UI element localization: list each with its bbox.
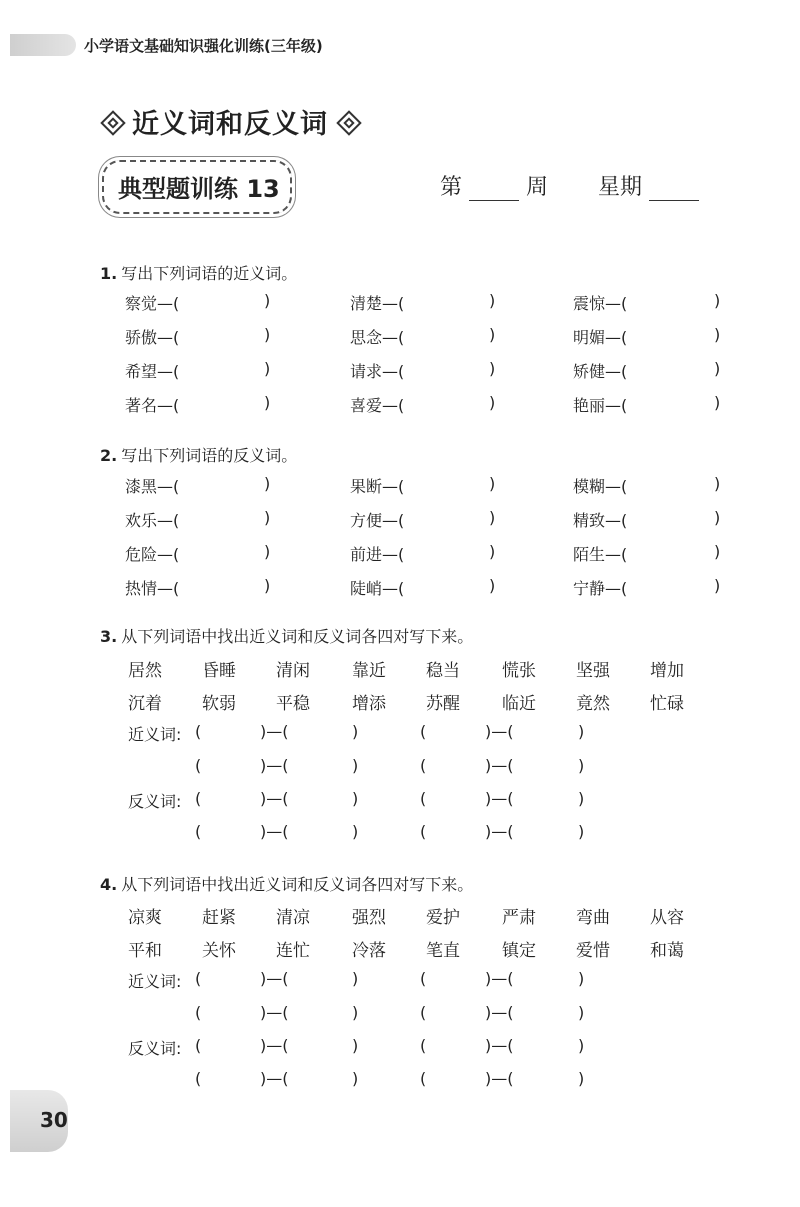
word-bank-item: 平和 <box>128 941 162 961</box>
weekday-blank[interactable] <box>649 200 699 201</box>
answer-blank-close[interactable]: ) <box>714 508 721 527</box>
answer-blank-close[interactable]: ) <box>264 474 271 493</box>
word-bank-item: 软弱 <box>202 694 236 714</box>
antonym-label: 反义词: <box>128 792 182 811</box>
word-bank-item: 平稳 <box>276 694 310 714</box>
answer-pair-blank[interactable]: )—( <box>260 722 289 741</box>
answer-pair-blank[interactable]: )—( <box>260 1003 289 1022</box>
word-bank-item: 增加 <box>650 661 684 681</box>
answer-pair-blank[interactable]: ( <box>195 1003 202 1022</box>
answer-blank-close[interactable]: ) <box>714 325 721 344</box>
word-bank-item: 增添 <box>352 694 386 714</box>
prompt-item: 方便—( <box>350 511 405 530</box>
weekday-label: 星期 <box>598 175 643 200</box>
answer-pair-blank[interactable]: ( <box>420 722 427 741</box>
word-bank-item: 临近 <box>502 694 536 714</box>
book-title: 小学语文基础知识强化训练(三年级) <box>84 37 323 55</box>
prompt-item: 精致—( <box>573 511 628 530</box>
question-text: 从下列词语中找出近义词和反义词各四对写下来。 <box>121 875 474 894</box>
prompt-item: 模糊—( <box>573 477 628 496</box>
answer-pair-blank[interactable]: )—( <box>260 1069 289 1088</box>
answer-pair-blank[interactable]: )—( <box>260 1036 289 1055</box>
answer-blank-close[interactable]: ) <box>264 291 271 310</box>
answer-pair-blank[interactable]: )—( <box>260 756 289 775</box>
answer-pair-blank[interactable]: ) <box>578 1036 585 1055</box>
page-number: 30 <box>40 1108 68 1132</box>
answer-blank-close[interactable]: ) <box>714 393 721 412</box>
week-prefix: 第 <box>440 175 463 200</box>
answer-pair-blank[interactable]: ) <box>578 1003 585 1022</box>
diamond-icon <box>336 110 361 135</box>
prompt-item: 热情—( <box>125 579 180 598</box>
answer-pair-blank[interactable]: ( <box>195 1036 202 1055</box>
word-bank-item: 昏睡 <box>202 661 236 681</box>
answer-pair-blank[interactable]: ( <box>420 1003 427 1022</box>
word-bank-item: 和蔼 <box>650 941 684 961</box>
answer-blank-close[interactable]: ) <box>264 576 271 595</box>
answer-blank-close[interactable]: ) <box>489 474 496 493</box>
question-number: 3. <box>100 627 118 646</box>
word-bank-item: 坚强 <box>576 661 610 681</box>
section-title: 近义词和反义词 <box>132 109 328 140</box>
answer-pair-blank[interactable]: ( <box>420 822 427 841</box>
question-3-title <box>100 624 473 647</box>
prompt-item: 矫健—( <box>573 362 628 381</box>
word-bank-item: 镇定 <box>502 941 536 961</box>
synonym-label: 近义词: <box>128 725 182 744</box>
answer-pair-blank[interactable]: )—( <box>260 822 289 841</box>
prompt-item: 前进—( <box>350 545 405 564</box>
answer-pair-blank[interactable]: ) <box>352 1003 359 1022</box>
answer-pair-blank[interactable]: ( <box>420 756 427 775</box>
prompt-item: 骄傲—( <box>125 328 180 347</box>
answer-pair-blank[interactable]: ( <box>420 969 427 988</box>
answer-pair-blank[interactable]: )—( <box>485 822 514 841</box>
word-bank-item: 连忙 <box>276 941 310 961</box>
answer-pair-blank[interactable]: )—( <box>485 969 514 988</box>
answer-blank-close[interactable]: ) <box>714 474 721 493</box>
question-text: 写出下列词语的反义词。 <box>121 446 298 465</box>
synonym-label: 近义词: <box>128 972 182 991</box>
prompt-item: 危险—( <box>125 545 180 564</box>
answer-pair-blank[interactable]: )—( <box>260 789 289 808</box>
answer-pair-blank[interactable]: )—( <box>485 1036 514 1055</box>
answer-blank-close[interactable]: ) <box>489 508 496 527</box>
week-label: 周 <box>526 175 549 200</box>
prompt-item: 希望—( <box>125 362 180 381</box>
question-text: 从下列词语中找出近义词和反义词各四对写下来。 <box>121 627 474 646</box>
answer-blank-close[interactable]: ) <box>489 542 496 561</box>
word-bank-item: 苏醒 <box>426 694 460 714</box>
answer-pair-blank[interactable]: ( <box>195 756 202 775</box>
training-badge-label: 典型题训练 13 <box>118 175 280 203</box>
question-1-title <box>100 261 297 284</box>
prompt-item: 请求—( <box>350 362 405 381</box>
prompt-item: 明媚—( <box>573 328 628 347</box>
answer-pair-blank[interactable]: ( <box>420 1069 427 1088</box>
word-bank-item: 沉着 <box>128 694 162 714</box>
prompt-item: 艳丽—( <box>573 396 628 415</box>
diamond-icon <box>100 110 125 135</box>
prompt-item: 思念—( <box>350 328 405 347</box>
prompt-item: 清楚—( <box>350 294 405 313</box>
answer-pair-blank[interactable]: )—( <box>485 1003 514 1022</box>
word-bank-item: 稳当 <box>426 661 460 681</box>
answer-pair-blank[interactable]: ) <box>352 789 359 808</box>
answer-blank-close[interactable]: ) <box>264 325 271 344</box>
prompt-item: 陌生—( <box>573 545 628 564</box>
word-bank-item: 从容 <box>650 908 684 928</box>
word-bank-item: 清凉 <box>276 908 310 928</box>
answer-pair-blank[interactable]: ) <box>352 1036 359 1055</box>
answer-blank-close[interactable]: ) <box>489 291 496 310</box>
word-bank-item: 赶紧 <box>202 908 236 928</box>
week-blank[interactable] <box>469 200 519 201</box>
question-number: 1. <box>100 264 118 283</box>
answer-pair-blank[interactable]: ( <box>195 789 202 808</box>
prompt-item: 震惊—( <box>573 294 628 313</box>
prompt-item: 陡峭—( <box>350 579 405 598</box>
answer-blank-close[interactable]: ) <box>489 359 496 378</box>
answer-blank-close[interactable]: ) <box>489 325 496 344</box>
question-number: 4. <box>100 875 118 894</box>
prompt-item: 果断—( <box>350 477 405 496</box>
answer-pair-blank[interactable]: ) <box>352 1069 359 1088</box>
antonym-label: 反义词: <box>128 1039 182 1058</box>
word-bank-item: 笔直 <box>426 941 460 961</box>
answer-blank-close[interactable]: ) <box>489 393 496 412</box>
answer-blank-close[interactable]: ) <box>264 393 271 412</box>
answer-pair-blank[interactable]: )—( <box>485 1069 514 1088</box>
answer-pair-blank[interactable]: ) <box>352 722 359 741</box>
answer-pair-blank[interactable]: ) <box>352 822 359 841</box>
word-bank-item: 慌张 <box>502 661 536 681</box>
answer-pair-blank[interactable]: ) <box>578 756 585 775</box>
word-bank-item: 居然 <box>128 661 162 681</box>
answer-pair-blank[interactable]: )—( <box>485 722 514 741</box>
answer-pair-blank[interactable]: ( <box>420 789 427 808</box>
question-text: 写出下列词语的近义词。 <box>121 264 298 283</box>
answer-pair-blank[interactable]: )—( <box>485 789 514 808</box>
answer-blank-close[interactable]: ) <box>714 576 721 595</box>
word-bank-item: 竟然 <box>576 694 610 714</box>
word-bank-item: 强烈 <box>352 908 386 928</box>
question-number: 2. <box>100 446 118 465</box>
word-bank-item: 弯曲 <box>576 908 610 928</box>
word-bank-item: 严肃 <box>502 908 536 928</box>
word-bank-item: 清闲 <box>276 661 310 681</box>
answer-pair-blank[interactable]: ( <box>420 1036 427 1055</box>
week-day-block <box>440 170 699 201</box>
answer-blank-close[interactable]: ) <box>264 508 271 527</box>
answer-pair-blank[interactable]: ( <box>195 1069 202 1088</box>
word-bank-item: 爱护 <box>426 908 460 928</box>
answer-blank-close[interactable]: ) <box>489 576 496 595</box>
answer-pair-blank[interactable]: ) <box>352 756 359 775</box>
prompt-item: 著名—( <box>125 396 180 415</box>
answer-blank-close[interactable]: ) <box>264 542 271 561</box>
answer-pair-blank[interactable]: ) <box>578 1069 585 1088</box>
answer-blank-close[interactable]: ) <box>714 359 721 378</box>
prompt-item: 喜爱—( <box>350 396 405 415</box>
answer-pair-blank[interactable]: ) <box>578 789 585 808</box>
answer-pair-blank[interactable]: )—( <box>485 756 514 775</box>
header-tab <box>10 34 76 56</box>
answer-blank-close[interactable]: ) <box>714 542 721 561</box>
section-title-row <box>100 102 368 141</box>
answer-pair-blank[interactable]: ) <box>352 969 359 988</box>
answer-pair-blank[interactable]: ) <box>578 822 585 841</box>
prompt-item: 欢乐—( <box>125 511 180 530</box>
prompt-item: 宁静—( <box>573 579 628 598</box>
word-bank-item: 忙碌 <box>650 694 684 714</box>
answer-pair-blank[interactable]: )—( <box>260 969 289 988</box>
prompt-item: 漆黑—( <box>125 477 180 496</box>
word-bank-item: 靠近 <box>352 661 386 681</box>
answer-pair-blank[interactable]: ) <box>578 969 585 988</box>
word-bank-item: 爱惜 <box>576 941 610 961</box>
answer-pair-blank[interactable]: ( <box>195 969 202 988</box>
prompt-item: 察觉—( <box>125 294 180 313</box>
question-4-title <box>100 872 473 895</box>
answer-blank-close[interactable]: ) <box>264 359 271 378</box>
answer-pair-blank[interactable]: ( <box>195 722 202 741</box>
answer-pair-blank[interactable]: ) <box>578 722 585 741</box>
answer-pair-blank[interactable]: ( <box>195 822 202 841</box>
word-bank-item: 关怀 <box>202 941 236 961</box>
word-bank-item: 冷落 <box>352 941 386 961</box>
answer-blank-close[interactable]: ) <box>714 291 721 310</box>
question-2-title <box>100 443 297 466</box>
word-bank-item: 凉爽 <box>128 908 162 928</box>
